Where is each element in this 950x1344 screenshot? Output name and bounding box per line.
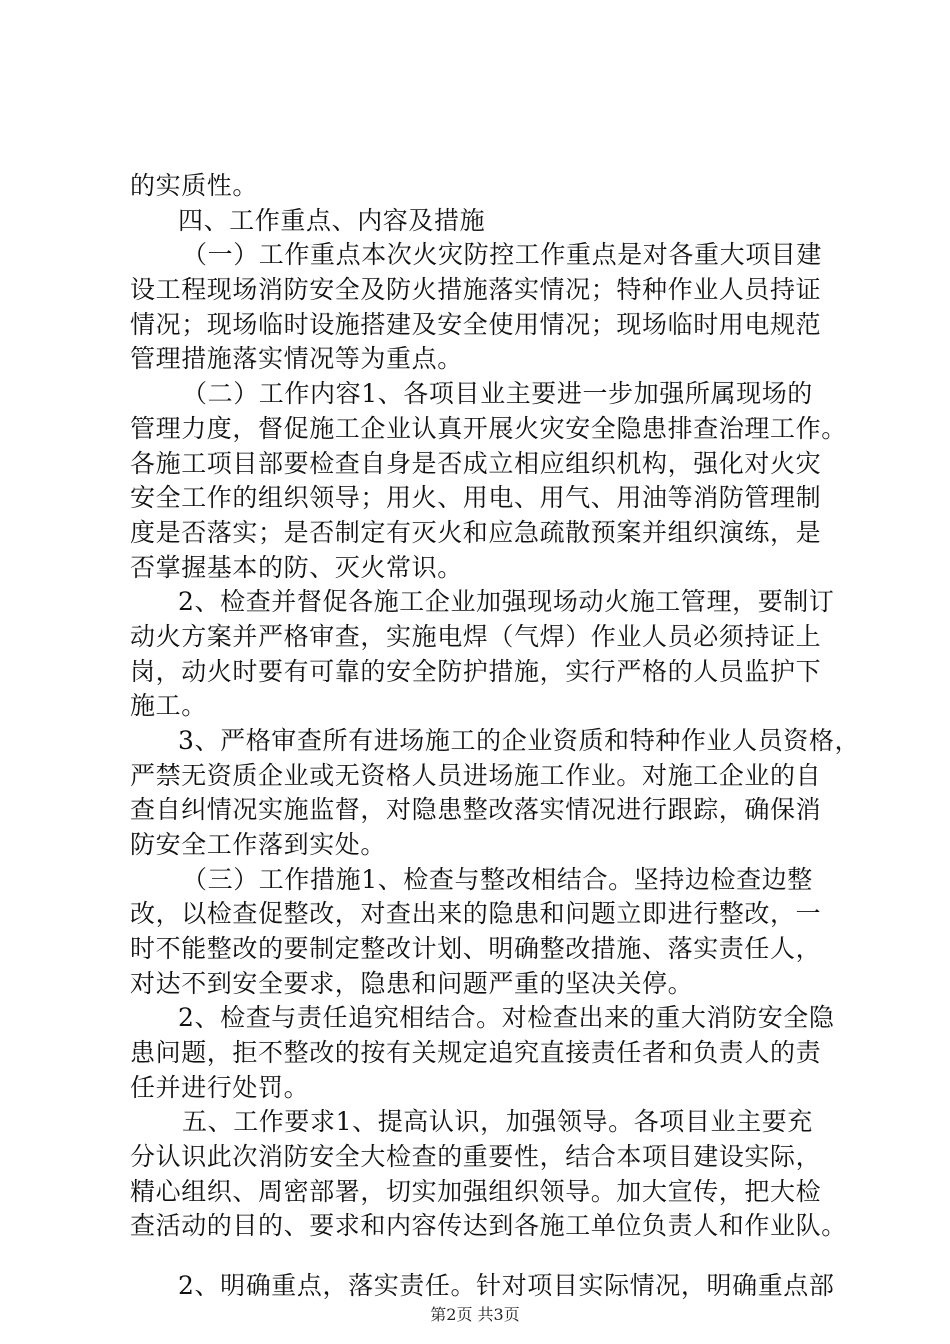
text-line: 否掌握基本的防、灭火常识。 xyxy=(130,553,463,582)
text-line: 2、明确重点，落实责任。针对项目实际情况，明确重点部 xyxy=(178,1271,835,1300)
section-heading: 四、工作重点、内容及措施 xyxy=(178,206,486,235)
text-line: 施工。 xyxy=(130,691,207,720)
text-line: 安全工作的组织领导；用火、用电、用气、用油等消防管理制 xyxy=(130,483,822,512)
text-line: 时不能整改的要制定整改计划、明确整改措施、落实责任人， xyxy=(130,934,822,963)
text-line: （三）工作措施1、检查与整改相结合。坚持边检查边整 xyxy=(182,865,813,894)
text-line: 各施工项目部要检查自身是否成立相应组织机构，强化对火灾 xyxy=(130,449,822,478)
text-line: 改，以检查促整改，对查出来的隐患和问题立即进行整改，一 xyxy=(130,899,822,928)
text-line: 查自纠情况实施监督，对隐患整改落实情况进行跟踪，确保消 xyxy=(130,795,822,824)
text-line: （二）工作内容1、各项目业主要进一步加强所属现场的 xyxy=(182,379,813,408)
text-line: 2、检查并督促各施工企业加强现场动火施工管理，要制订 xyxy=(178,587,835,616)
text-line: 管理措施落实情况等为重点。 xyxy=(130,344,463,373)
text-line: 的实质性。 xyxy=(130,171,259,200)
text-line: 患问题，拒不整改的按有关规定追究直接责任者和负责人的责 xyxy=(130,1038,822,1067)
text-line: 查活动的目的、要求和内容传达到各施工单位负责人和作业队。 xyxy=(130,1211,847,1240)
text-line: 严禁无资质企业或无资格人员进场施工作业。对施工企业的自 xyxy=(130,761,822,790)
text-line: 情况；现场临时设施搭建及安全使用情况；现场临时用电规范 xyxy=(130,310,822,339)
text-line: 防安全工作落到实处。 xyxy=(130,830,387,859)
text-line: 设工程现场消防安全及防火措施落实情况；特种作业人员持证 xyxy=(130,275,822,304)
text-line: 岗，动火时要有可靠的安全防护措施，实行严格的人员监护下 xyxy=(130,657,822,686)
text-line: 分认识此次消防安全大检查的重要性，结合本项目建设实际， xyxy=(130,1142,822,1171)
text-line: 动火方案并严格审查，实施电焊（气焊）作业人员必须持证上 xyxy=(130,622,822,651)
text-line: 3、严格审查所有进场施工的企业资质和特种作业人员资格， xyxy=(178,726,861,755)
text-line: 任并进行处罚。 xyxy=(130,1073,310,1102)
text-line: （一）工作重点本次火灾防控工作重点是对各重大项目建 xyxy=(182,240,823,269)
text-line: 2、检查与责任追究相结合。对检查出来的重大消防安全隐 xyxy=(178,1003,835,1032)
text-line: 五、工作要求1、提高认识，加强领导。各项目业主要充 xyxy=(182,1107,813,1136)
text-line: 对达不到安全要求，隐患和问题严重的坚决关停。 xyxy=(130,969,694,998)
text-line: 管理力度，督促施工企业认真开展火灾安全隐患排查治理工作。 xyxy=(130,414,847,443)
text-line: 精心组织、周密部署，切实加强组织领导。加大宣传，把大检 xyxy=(130,1177,822,1206)
page-footer: 第2页 共3页 xyxy=(430,1305,520,1324)
text-line: 度是否落实；是否制定有灭火和应急疏散预案并组织演练，是 xyxy=(130,518,822,547)
